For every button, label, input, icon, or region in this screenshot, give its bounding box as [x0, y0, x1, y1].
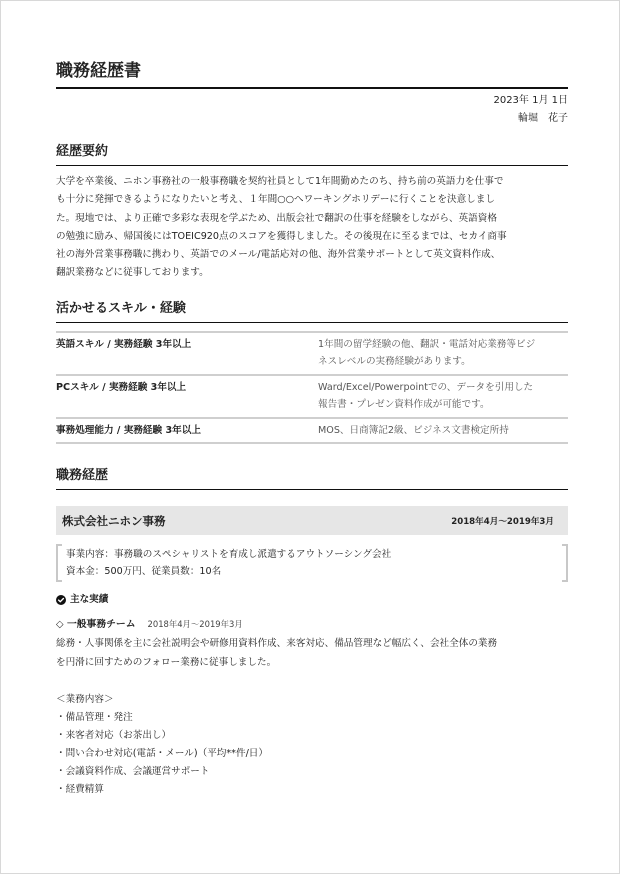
skill-desc-line: Ward/Excel/Powerpointでの、データを引用した [318, 381, 534, 393]
table-row [56, 332, 568, 375]
summary-text [56, 173, 568, 283]
skills-heading: 活かせるスキル・経験 [56, 299, 568, 323]
company-name: 株式会社ニホン事務 [62, 513, 166, 528]
list-item: ・来客者対応（お茶出し） [56, 730, 172, 742]
company-business: 事業内容：事務職のスペシャリストを育成し派遣するアウトソーシング会社 [66, 549, 392, 561]
document-date: 2023年 1月 1日 [493, 95, 568, 106]
skills-table [56, 331, 568, 445]
list-item: ・会議資料作成、会議運営サポート [56, 765, 210, 777]
achievements-heading [56, 592, 568, 608]
summary-line: 翻訳業務などに従事しております。 [56, 267, 209, 279]
skill-name: 事務処理能力 / 実務経験 3年以上 [56, 424, 201, 436]
achievements-label: 主な実績 [70, 594, 109, 606]
company-period: 2018年4月〜2019年3月 [451, 516, 554, 527]
list-item: ・備品管理・発注 [56, 712, 133, 724]
document-title: 職務経歴書 [56, 59, 568, 89]
summary-heading: 経歴要約 [56, 142, 568, 166]
career-section [56, 466, 568, 798]
summary-section [56, 142, 568, 283]
skill-desc-line: 1年間の留学経験の他、翻訳・電話対応業務等ビジ [318, 338, 536, 350]
summary-line: 大学を卒業後、ニホン事務社の一般事務職を契約社員として1年間勤めたのち、持ち前の英語力を仕事で [56, 176, 504, 187]
document-content [56, 59, 568, 798]
career-heading: 職務経歴 [56, 466, 568, 490]
team-name: ◇ 一般事務チーム [56, 619, 136, 631]
skill-description [318, 418, 568, 444]
check-circle-icon [56, 595, 66, 605]
team-desc-line: を円滑に回すためのフォロー業務に従事しました。 [56, 656, 277, 668]
team-header [56, 616, 568, 633]
summary-line: も十分に発揮できるようになりたいと考え、１年間○○へワーキングホリデーに行くことを決意しまし [56, 194, 495, 206]
company-header [56, 506, 568, 535]
list-item: ・経費精算 [56, 783, 104, 795]
table-row [56, 375, 568, 418]
summary-line: の勉強に励み、帰国後にはTOEIC920点のスコアを獲得しました。その後現在に至るまでは、セカイ商事 [56, 230, 507, 242]
company-info-box [56, 544, 568, 582]
skill-description [318, 332, 568, 375]
duties-heading: ＜業務内容＞ [56, 693, 114, 705]
duties-list [56, 709, 568, 798]
team-period: 2018年4月〜2019年3月 [147, 619, 243, 630]
skill-desc-line: 報告書・プレゼン資料作成が可能です。 [318, 399, 490, 411]
list-item: ・問い合わせ対応(電話・メール)（平均**件/日） [56, 747, 268, 759]
skill-desc-line: ネスレベルの実務経験があります。 [318, 356, 471, 368]
skill-desc-line: MOS、日商簿記2級、ビジネス文書検定所持 [318, 424, 509, 436]
skill-name: PCスキル / 実務経験 3年以上 [56, 375, 318, 418]
team-description [56, 635, 568, 672]
team-desc-line: 総務・人事関係を主に会社説明会や研修用資料作成、来客対応、備品管理など幅広く、会社全体の業務 [56, 638, 498, 650]
author-name: 輪堀 花子 [518, 113, 568, 124]
skill-description [318, 375, 568, 418]
summary-line: た。現地では、より正確で多彩な表現を学ぶため、出版会社で翻訳の仕事を経験をしながら、英語資格 [56, 212, 497, 224]
skills-section [56, 299, 568, 445]
summary-line: 社の海外営業事務職に携わり、英語でのメール/電話応対の他、海外営業サポートとして英文資料作成、 [56, 249, 501, 261]
company-capital: 資本金：500万円、従業員数：10名 [66, 566, 222, 578]
skill-name: 英語スキル / 実務経験 3年以上 [56, 332, 318, 375]
document-meta [56, 92, 568, 128]
table-row [56, 418, 568, 444]
